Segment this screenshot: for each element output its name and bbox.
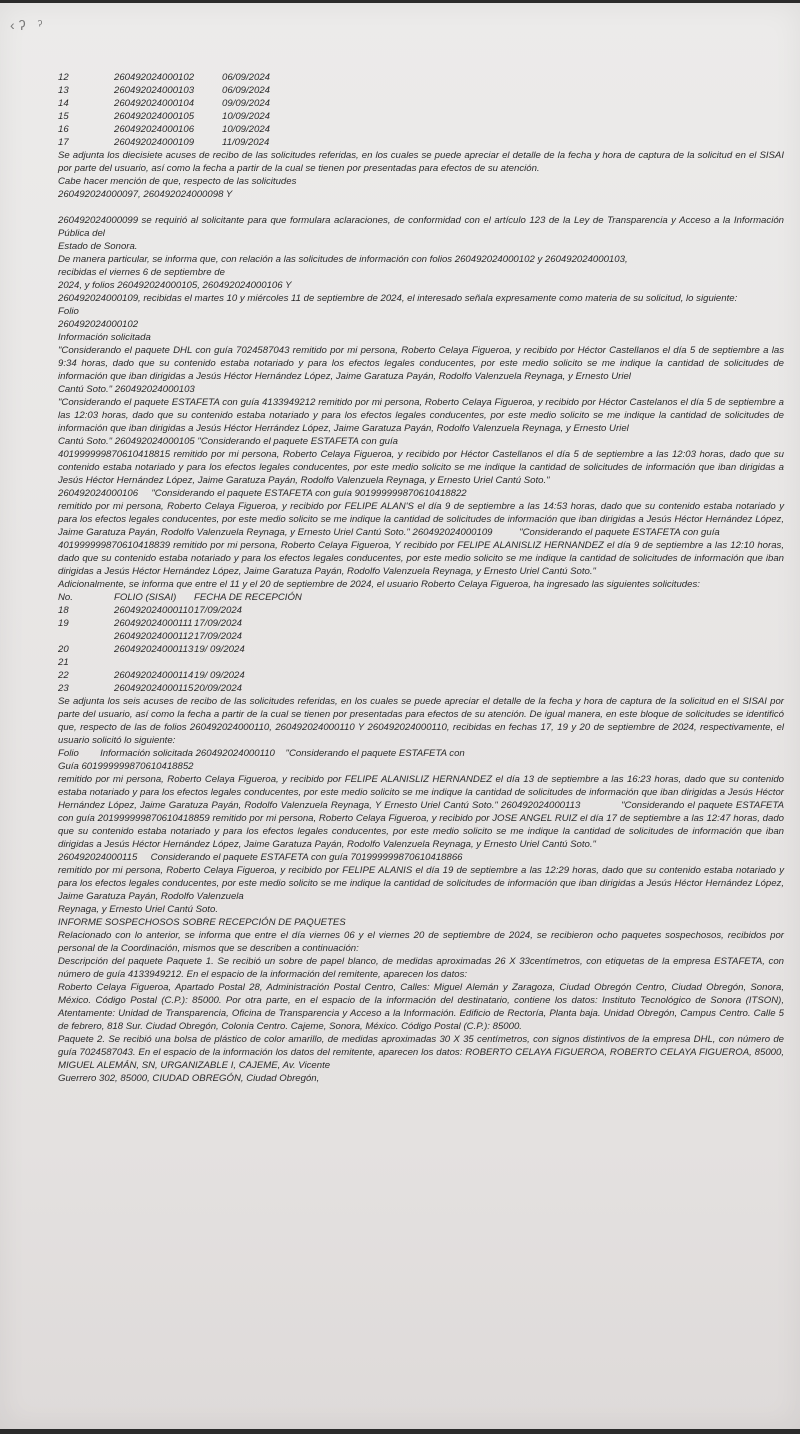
row-date: 20/09/2024	[194, 683, 243, 694]
row-number: 21	[58, 657, 69, 668]
row-folio: 260492024000110	[114, 605, 194, 616]
row-folio: 260492024000102	[114, 72, 195, 83]
paragraph: Se adjunta los seis acuses de recibo de las solicitudes referidas, en los cuales se puede apreciar el detalle de la fecha y hora de captura de la solicitud en el SISAI por parte del usuario, así como la fecha a partir de la cual se tienen por presentadas para efectos de su atención. De igual manera, en este bloque de solicitudes se identificó que, respecto de las de folios 260492024000110, 260492024000110 Y 260492024000110, recibidas en fechas 17, 19 y 20 de septiembre de 2024, respectivamente, el usuario solicitó lo siguiente:	[58, 696, 784, 746]
row-number: 23	[58, 683, 69, 694]
row-folio: 260492024000114	[114, 670, 194, 681]
row-date: 11/09/2024	[222, 137, 270, 148]
document-content	[58, 71, 787, 1085]
request-text: Reynaga, y Ernesto Uriel Cantú Soto.	[58, 904, 218, 915]
folio-label: Folio	[58, 306, 79, 317]
row-date: 17/09/2024	[194, 618, 243, 629]
row-folio: 260492024000109	[114, 137, 195, 148]
paragraph: De manera particular, se informa que, con relación a las solicitudes de información con folios 260492024000102 y 260492024000103,	[58, 254, 628, 265]
request-text: "Considerando el paquete ESTAFETA con guía 4133949212 remitido por mi persona, Roberto Celaya Figueroa, y recibido por Héctor Castelanos el día 5 de septiembre a las 12:03 horas, dado que su contenido estaba notariado y para los efectos legales conducentes, por este medio solicito se me indique la cantidad de solicitudes de información que iban dirigidas a Jesús Héctor Herrández López, Jaime Garatuza Payán, Rodolfo Valenzuela Reynaga, y Ernesto Uriel	[58, 397, 784, 434]
info-label: Información solicitada	[58, 332, 151, 343]
row-folio: 260492024000105	[114, 111, 195, 122]
paragraph: Cabe hacer mención de que, respecto de las solicitudes	[58, 176, 297, 187]
table-row	[58, 617, 784, 630]
request-text: remitido por mi persona, Roberto Celaya Figueroa, y recibido por FELIPE ALANIS el día 19 de septiembre a las 12:29 horas, dado que su contenido estaba notariado y para los efectos legales conducentes, por este medio solicito se me indique la cantidad de solicitudes de información que iban dirigidas a Jesús Héctor Hernández López, Jaime Garatuza Payán, Rodolfo Valenzuela	[58, 865, 784, 902]
request-text: Cantú Soto." 260492024000103	[58, 384, 195, 395]
section-heading: INFORME SOSPECHOSOS SOBRE RECEPCIÓN DE PAQUETES	[58, 917, 346, 928]
table-row	[58, 97, 784, 110]
row-date: 10/09/2024	[222, 111, 271, 122]
table-row	[58, 604, 784, 617]
row-date: 06/09/2024	[222, 72, 271, 83]
paragraph: Adicionalmente, se informa que entre el 11 y el 20 de septiembre de 2024, el usuario Roberto Celaya Figueroa, ha ingresado las siguientes solicitudes:	[58, 579, 700, 590]
table-row	[58, 643, 784, 656]
request-text: Cantú Soto." 260492024000105 "Considerando el paquete ESTAFETA con guía	[58, 436, 398, 447]
table-row	[58, 682, 784, 695]
package-description: Paquete 2. Se recibió una bolsa de plástico de color amarillo, de medidas aproximadas 30 X 35 centímetros, con signos distintivos de la empresa DHL, con número de guía 7024587043. En el espacio de la información los datos del remitente, aparecen los datos: ROBERTO CELAYA FIGUEROA, ROBERTO CELAYA FIGUEROA, 85000, MIGUEL ALEMÁN, SN, URGANIZABLE I, CAJEME, Av. Vicente	[58, 1034, 784, 1071]
request-text: 401999999870610418839 remitido por mi persona, Roberto Celaya Figueroa, Y recibido por FELIPE ALANISLIZ HERNANDEZ el día 9 de septiembre a las 12:10 horas, dado que su contenido estaba notariado y para los efectos legales conducentes, por este medio solicito se me indique la cantidad de solicitudes de información que iban dirigidas a Jesús Héctor Hernández López, Jaime Garatuza Payán, Rodolfo Valenzuela Reynaga, y Ernesto Uriel Cantú Soto."	[58, 540, 784, 577]
table-row	[58, 123, 784, 136]
table-requests-1	[58, 71, 784, 149]
row-number: 15	[58, 111, 69, 122]
folio-value: 260492024000102	[58, 319, 139, 330]
row-folio: 260492024000115	[114, 683, 194, 694]
row-date: 06/09/2024	[222, 85, 271, 96]
paragraph: 260492024000099 se requirió al solicitante para que formulara aclaraciones, de conformidad con el artículo 123 de la Ley de Transparencia y Acceso a la Información Pública del	[58, 215, 784, 239]
header-date: FECHA DE RECEPCIÓN	[194, 592, 302, 603]
paragraph: 260492024000097, 260492024000098 Y	[58, 189, 233, 200]
row-date: 09/09/2024	[222, 98, 271, 109]
paragraph: 260492024000109, recibidas el martes 10 y miércoles 11 de septiembre de 2024, el interesado señala expresamente como materia de su solicitud, lo siguiente:	[58, 293, 738, 304]
row-date: 17/09/2024	[194, 631, 243, 642]
table-row	[58, 656, 784, 669]
row-folio: 260492024000103	[114, 85, 195, 96]
row-folio: 260492024000104	[114, 98, 195, 109]
row-folio: 260492024000112	[114, 631, 194, 642]
row-number	[58, 630, 114, 643]
row-folio: 260492024000111	[114, 618, 193, 629]
package-description: Guerrero 302, 85000, CIUDAD OBREGÓN, Ciudad Obregón,	[58, 1073, 320, 1084]
header-no: No.	[58, 592, 73, 603]
header-folio: FOLIO (SISAI)	[114, 592, 177, 603]
table-row	[58, 136, 784, 149]
row-number: 18	[58, 605, 69, 616]
request-text: remitido por mi persona, Roberto Celaya Figueroa, y recibido por FELIPE ALANISLIZ HERNANDEZ el día 13 de septiembre a las 16:23 horas, dado que su contenido estaba notariado y para los efectos legales conducentes, por este medio solicito se me indique la cantidad de solicitudes de información que iban dirigidas a Jesús Héctor Hernández López, Jaime Garatuza Payán, Rodolfo Valenzuela Reynaga, Y Ernesto Uriel Cantú Soto." 260492024000113 "Considerando el paquete ESTAFETA con guía 201999999870610418859 remitido por mi persona, Roberto Celaya Figueroa, y recibido por JOSE ANGEL RUIZ el día 17 de septiembre a las 12:47 horas, dado que su contenido estaba notariado y para los efectos legales conducentes, por este medio solicito se me indique la cantidad de solicitudes de información que iban dirigidas a Jesús Héctor Hernández López, Jaime Garatuza Payán, Rodolfo Valenzuela Reynaga, y Ernesto Uriel Cantú Soto."	[58, 774, 787, 850]
row-number: 13	[58, 85, 69, 96]
table-row	[58, 630, 784, 643]
document-page	[0, 3, 800, 1429]
row-folio: 260492024000113	[114, 644, 194, 655]
row-number: 22	[58, 670, 69, 681]
request-text: remitido por mi persona, Roberto Celaya Figueroa, y recibido por FELIPE ALAN'S el día 9 de septiembre a las 14:53 horas, dado que su contenido estaba notariado y para los efectos legales conducentes, por este medio solicito se me indique la cantidad de solicitudes de información que iban dirigidas a Jesús Héctor Hernández López, Jaime Garatuza Payán, Rodolfo Valenzuela Reynaga, y Ernesto Uriel Cantú Soto." 260492024000109 "Considerando el paquete ESTAFETA con guía	[58, 501, 787, 538]
package-description: Roberto Celaya Figueroa, Apartado Postal 28, Administración Postal Centro, Calles: Miguel Alemán y Zaragoza, Ciudad Obregón Centro, Ciudad Obregón, Sonora, México. Código Postal (C.P.): 85000. Por otra parte, en el espacio de la información del destinatario, contiene los datos: Instituto Tecnológico de Sonora (ITSON), Atentamente: Unidad de Transparencia, Oficina de Transparencia y Acceso a la Información. Edificio de Rectoría, Planta baja. Unidad Obregón, Campus Centro. Calle 5 de febrero, 818 Sur. Ciudad Obregón, Colonia Centro. Cajeme, Sonora, México. Código Postal (C.P.): 85000.	[58, 982, 784, 1032]
request-text: Guía 601999999870610418852	[58, 761, 194, 772]
row-number: 14	[58, 98, 69, 109]
punch-holes-icon: ‹ʔ ˀ	[10, 17, 47, 33]
paragraph: Relacionado con lo anterior, se informa que entre el día viernes 06 y el viernes 20 de septiembre de 2024, se recibieron ocho paquetes sospechosos, recibidos por personal de la Coordinación, mismos que se describen a continuación:	[58, 930, 784, 954]
row-number: 16	[58, 124, 69, 135]
table-requests-2	[58, 591, 784, 695]
row-number: 20	[58, 644, 69, 655]
row-date: 17/09/2024	[194, 605, 243, 616]
request-text: Folio Información solicitada 260492024000110 "Considerando el paquete ESTAFETA con	[58, 748, 465, 759]
table-row	[58, 84, 784, 97]
row-date: 19/ 09/2024	[194, 644, 245, 655]
request-text: "Considerando el paquete DHL con guía 7024587043 remitido por mi persona, Roberto Celaya Figueroa, y recibido por Héctor Castellanos el día 5 de septiembre a las 9:34 horas, dado que su contenido estaba notariado y para los efectos legales conducentes, por este medio solicito se me indique la cantidad de solicitudes de información que iban dirigidas a Jesús Héctor Hernández López, Jaime Garatuza Payán, Rodolfo Valenzuela Reynaga, y Ernesto Uriel	[58, 345, 784, 382]
row-date: 10/09/2024	[222, 124, 271, 135]
row-folio	[114, 656, 194, 669]
request-text: 260492024000115 Considerando el paquete ESTAFETA con guía 701999999870610418866	[58, 852, 463, 863]
row-date	[194, 656, 197, 669]
paragraph: recibidas el viernes 6 de septiembre de	[58, 267, 225, 278]
request-text: 401999999870610418815 remitido por mi persona, Roberto Celaya Figueroa, y recibido por Héctor Castellanos el día 5 de septiembre a las 12:03 horas, dado que su contenido estaba notariado y para los efectos legales conducentes, por este medio solicito se me indique la cantidad de solicitudes de información que iban dirigidas a Jesús Héctor Hernández López, Jaime Garatuza Payán, Rodolfo Valenzuela Reynaga, y Ernesto Uriel Cantú Soto."	[58, 449, 784, 486]
paragraph: Estado de Sonora.	[58, 241, 138, 252]
table-row	[58, 110, 784, 123]
request-text: 260492024000106 "Considerando el paquete ESTAFETA con guía 901999999870610418822	[58, 488, 467, 499]
table-row	[58, 669, 784, 682]
paragraph: Se adjunta los diecisiete acuses de recibo de las solicitudes referidas, en los cuales se puede apreciar el detalle de la fecha y hora de captura de la solicitud en el SISAI por parte del usuario, así como la fecha a partir de la cual se tienen por presentadas para efectos de su atención.	[58, 150, 784, 174]
table-header	[58, 591, 784, 604]
row-date: 19/ 09/2024	[194, 670, 245, 681]
row-number: 17	[58, 137, 69, 148]
row-number: 19	[58, 618, 69, 629]
row-number: 12	[58, 72, 69, 83]
paragraph: 2024, y folios 260492024000105, 260492024000106 Y	[58, 280, 292, 291]
row-folio: 260492024000106	[114, 124, 195, 135]
table-row	[58, 71, 784, 84]
package-description: Descripción del paquete Paquete 1. Se recibió un sobre de papel blanco, de medidas aproximadas 26 X 33centímetros, con etiquetas de la empresa ESTAFETA, con número de guía 4133949212. En el espacio de la información del remitente, aparecen los datos:	[58, 956, 784, 980]
